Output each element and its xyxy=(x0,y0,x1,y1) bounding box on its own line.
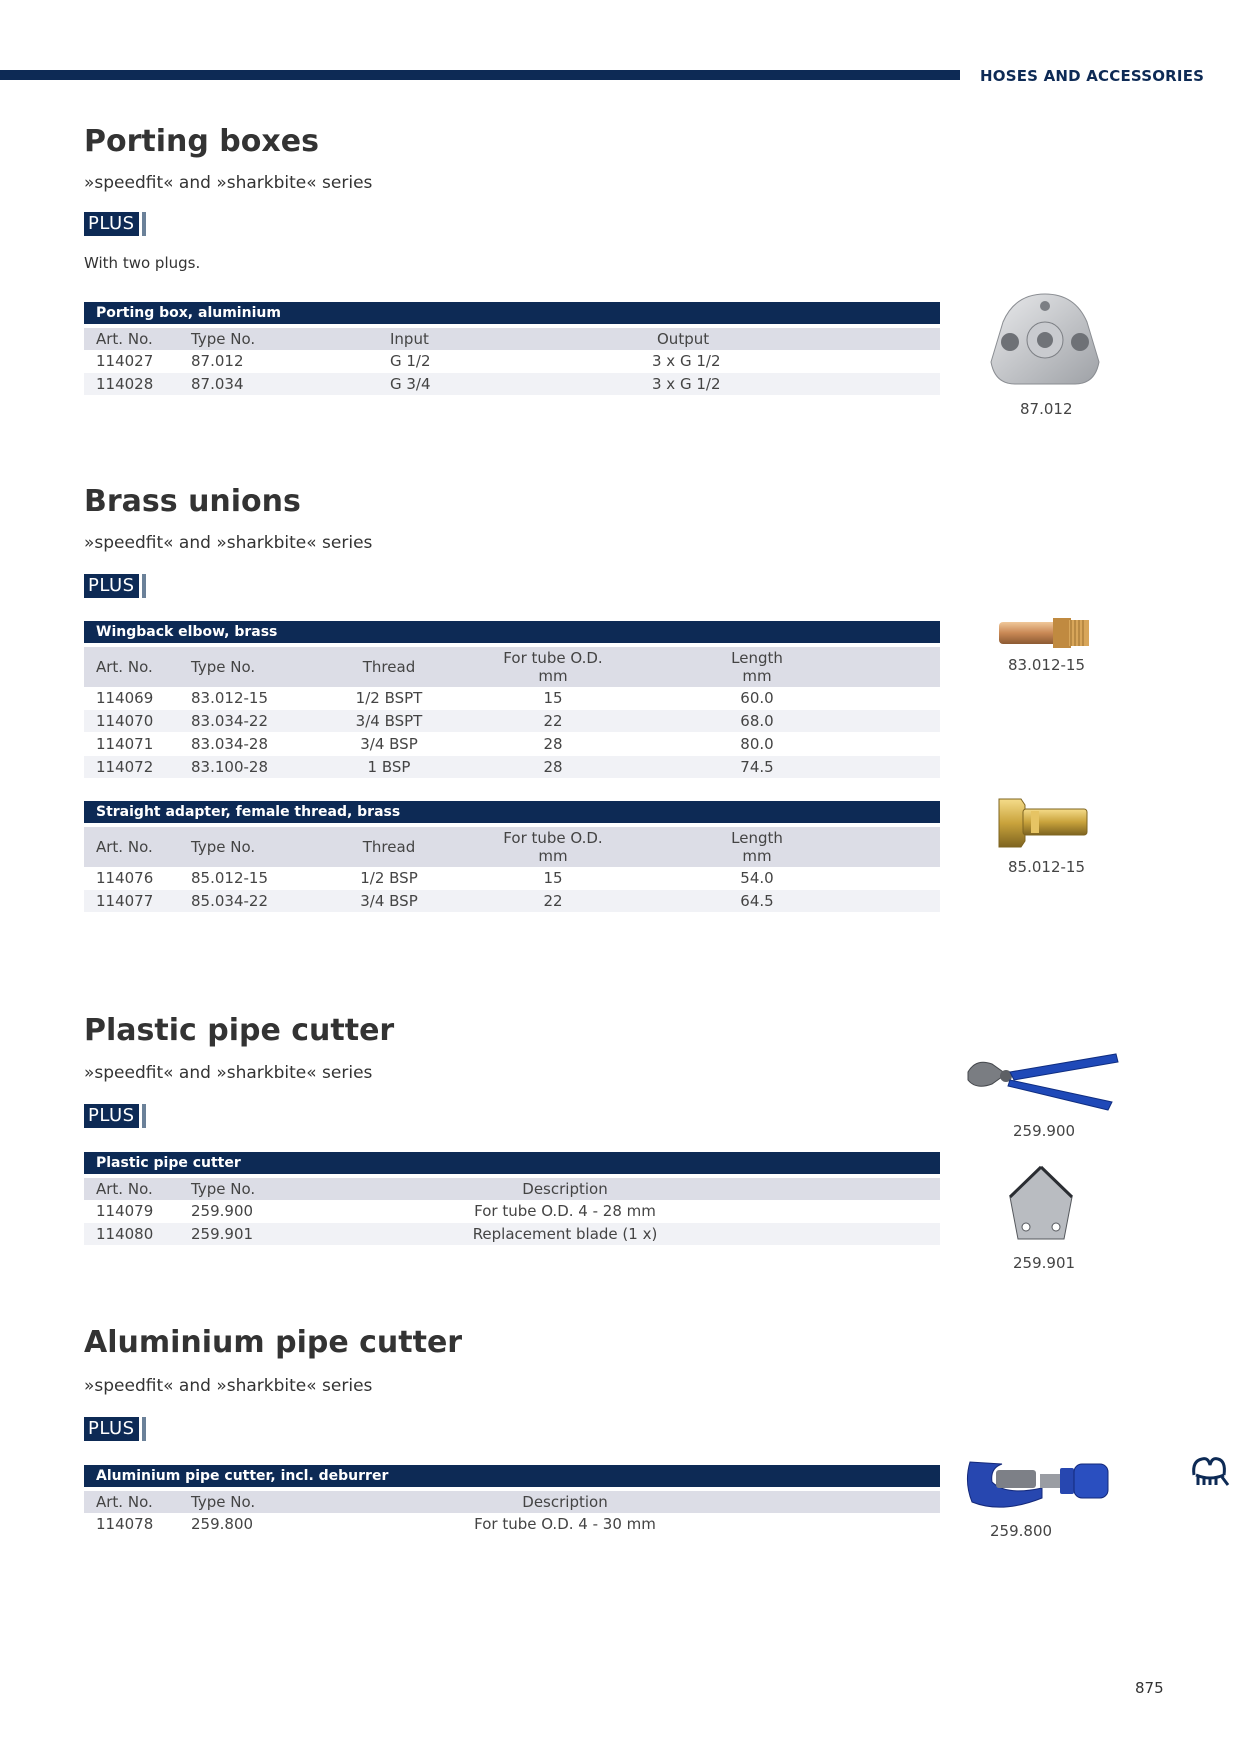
brass-elbow-photo xyxy=(995,612,1095,652)
table-straight-adapter xyxy=(84,801,940,913)
aluminium-cutter-photo xyxy=(962,1452,1114,1516)
replacement-blade-photo xyxy=(1006,1165,1076,1245)
table-row: 114077 85.034-22 3/4 BSP 22 64.5 xyxy=(84,890,940,913)
col-tube-od: For tube O.D. mm xyxy=(451,827,655,867)
col-description: Description xyxy=(403,1178,727,1200)
image-caption: 259.901 xyxy=(1013,1254,1076,1272)
col-type-no: Type No. xyxy=(179,827,327,867)
table-row: 114069 83.012-15 1/2 BSPT 15 60.0 xyxy=(84,687,940,710)
plus-badge: PLUS xyxy=(84,1417,146,1441)
col-tube-od: For tube O.D. mm xyxy=(451,647,655,687)
table-row: 114078 259.800 For tube O.D. 4 - 30 mm xyxy=(84,1513,940,1536)
section-title-brass-unions: Brass unions xyxy=(84,484,301,519)
table-row: 114028 87.034 G 3/4 3 x G 1/2 xyxy=(84,373,940,396)
table-row: 114027 87.012 G 1/2 3 x G 1/2 xyxy=(84,350,940,373)
page-number: 875 xyxy=(1135,1679,1164,1697)
col-art-no: Art. No. xyxy=(84,328,179,350)
section-title-aluminium-cutter: Aluminium pipe cutter xyxy=(84,1325,463,1360)
col-output: Output xyxy=(582,328,940,350)
section-subtitle: »speedfit« and »sharkbite« series xyxy=(84,533,373,553)
plus-badge: PLUS xyxy=(84,212,146,236)
coiled-hose-icon xyxy=(1188,1455,1234,1489)
section-note: With two plugs. xyxy=(84,254,201,272)
table-row: 114076 85.012-15 1/2 BSP 15 54.0 xyxy=(84,867,940,890)
col-input: Input xyxy=(378,328,582,350)
table-caption: Aluminium pipe cutter, incl. deburrer xyxy=(84,1465,940,1487)
image-caption: 83.012-15 xyxy=(1008,656,1085,674)
col-art-no: Art. No. xyxy=(84,647,179,687)
section-label: HOSES AND ACCESSORIES xyxy=(980,67,1205,85)
pliers-cutter-photo xyxy=(962,1050,1122,1120)
table-row: 114080 259.901 Replacement blade (1 x) xyxy=(84,1223,940,1246)
col-type-no: Type No. xyxy=(179,647,327,687)
col-length: Length mm xyxy=(655,827,859,867)
col-thread: Thread xyxy=(327,827,451,867)
section-title-porting-boxes: Porting boxes xyxy=(84,124,319,159)
col-art-no: Art. No. xyxy=(84,1178,179,1200)
image-caption: 259.800 xyxy=(990,1522,1053,1540)
col-thread: Thread xyxy=(327,647,451,687)
section-title-plastic-cutter: Plastic pipe cutter xyxy=(84,1013,395,1048)
image-caption: 259.900 xyxy=(1013,1122,1076,1140)
table-caption: Plastic pipe cutter xyxy=(84,1152,940,1174)
table-plastic-cutter xyxy=(84,1152,940,1246)
table-caption: Porting box, aluminium xyxy=(84,302,940,324)
table-row: 114070 83.034-22 3/4 BSPT 22 68.0 xyxy=(84,710,940,733)
table-caption: Straight adapter, female thread, brass xyxy=(84,801,940,823)
porting-box-photo xyxy=(985,292,1105,392)
section-subtitle: »speedfit« and »sharkbite« series xyxy=(84,173,373,193)
table-row: 114072 83.100-28 1 BSP 28 74.5 xyxy=(84,756,940,779)
header-rule xyxy=(0,70,960,80)
col-length: Length mm xyxy=(655,647,859,687)
col-art-no: Art. No. xyxy=(84,827,179,867)
col-type-no: Type No. xyxy=(179,1491,403,1513)
col-description: Description xyxy=(403,1491,727,1513)
table-row: 114079 259.900 For tube O.D. 4 - 28 mm xyxy=(84,1200,940,1223)
table-porting-box xyxy=(84,302,940,396)
brass-adapter-photo xyxy=(995,795,1095,851)
image-caption: 87.012 xyxy=(1020,400,1073,418)
table-aluminium-cutter xyxy=(84,1465,940,1536)
table-wingback-elbow xyxy=(84,621,940,779)
plus-badge: PLUS xyxy=(84,574,146,598)
table-row: 114071 83.034-28 3/4 BSP 28 80.0 xyxy=(84,733,940,756)
col-type-no: Type No. xyxy=(179,328,378,350)
plus-badge: PLUS xyxy=(84,1104,146,1128)
col-type-no: Type No. xyxy=(179,1178,403,1200)
col-art-no: Art. No. xyxy=(84,1491,179,1513)
image-caption: 85.012-15 xyxy=(1008,858,1085,876)
table-caption: Wingback elbow, brass xyxy=(84,621,940,643)
section-subtitle: »speedfit« and »sharkbite« series xyxy=(84,1063,373,1083)
section-subtitle: »speedfit« and »sharkbite« series xyxy=(84,1376,373,1396)
